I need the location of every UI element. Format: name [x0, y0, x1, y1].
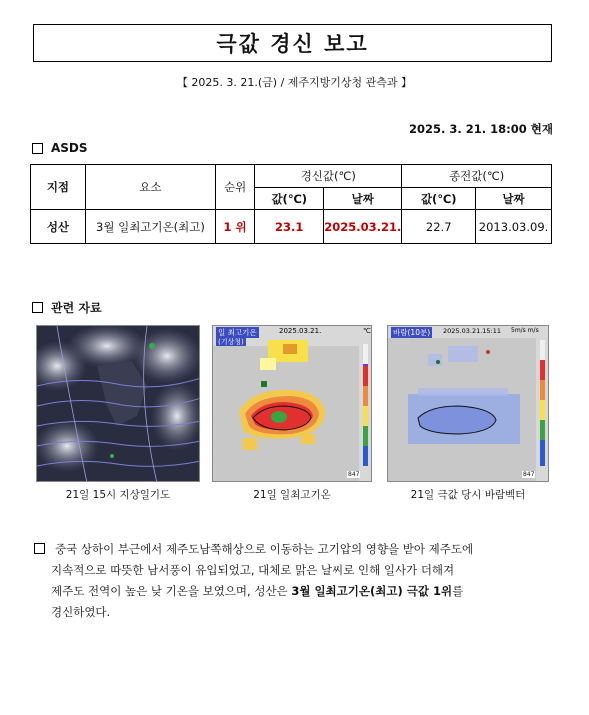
map3-unit: 5m/s m/s [511, 327, 539, 334]
caption-max-temp: 21일 일최고기온 [253, 489, 331, 501]
header-new-val: 값(℃) [255, 188, 324, 210]
cell-old-value: 22.7 [402, 210, 476, 244]
header-element: 요소 [85, 165, 215, 210]
wind-map-graphic [388, 326, 549, 482]
map3-id: 847 [523, 471, 535, 478]
map3-date: 2025.03.21.15:11 [443, 327, 502, 335]
map2-source: (기상청) [218, 338, 244, 346]
paragraph-text-1: 중국 상하이 부근에서 제주도남쪽해상으로 이동하는 고기압의 영향을 받아 제주도에 [55, 542, 474, 556]
header-old-date: 날짜 [476, 188, 552, 210]
paragraph-line-2: 지속적으로 따뜻한 남서풍이 유입되었고, 대체로 맑은 날씨로 인해 일사가 더해져 [51, 563, 455, 577]
cell-new-date: 2025.03.21. [324, 210, 402, 244]
map2-id: 847 [348, 471, 360, 478]
section-related-label: 관련 자료 [51, 301, 102, 315]
cell-old-date: 2013.03.09. [476, 210, 552, 244]
paragraph-line-3 [34, 581, 554, 602]
header-new-value: 경신값(℃) [255, 165, 402, 188]
cell-station: 성산 [31, 210, 86, 244]
report-title: 극값 경신 보고 [33, 24, 552, 62]
paragraph-text-3a: 제주도 전역이 높은 낮 기온을 보였으며, 성산은 [51, 584, 292, 598]
cell-rank: 1 위 [215, 210, 254, 244]
map2-unit: ℃ [363, 327, 371, 335]
header-station: 지점 [31, 165, 86, 210]
checkbox-square-icon [34, 543, 45, 554]
header-old-value: 종전값(℃) [402, 165, 552, 188]
temp-map-graphic [213, 326, 372, 482]
summary-paragraph [34, 539, 554, 623]
record-table [30, 164, 552, 244]
caption-surface-map: 21일 15시 지상일기도 [65, 489, 171, 501]
caption-wind-vector: 21일 극값 당시 바람벡터 [410, 489, 526, 501]
report-subtitle: 【 2025. 3. 21.(금) / 제주지방기상청 관측과 】 [176, 76, 413, 89]
paragraph-line-1 [34, 539, 554, 560]
cell-element: 3월 일최고기온(최고) [85, 210, 215, 244]
report-timestamp: 2025. 3. 21. 18:00 현재 [409, 122, 553, 136]
checkbox-square-icon [32, 302, 43, 313]
checkbox-square-icon [32, 143, 43, 154]
map2-header: 일 최고기온 [218, 328, 257, 337]
map3-header: 바람(10분) [393, 328, 431, 337]
map2-date: 2025.03.21. [279, 327, 322, 335]
wind-vector-map-image [387, 325, 549, 482]
daily-max-temp-map-image [212, 325, 372, 482]
paragraph-text-3-bold: 3월 일최고기온(최고) 극값 1위 [291, 584, 453, 598]
section-asds-heading [32, 141, 88, 155]
header-old-val: 값(℃) [402, 188, 476, 210]
surface-weather-map-image [36, 325, 200, 482]
header-new-date: 날짜 [324, 188, 402, 210]
section-related-heading [32, 299, 102, 316]
paragraph-text-3b: 를 [452, 584, 464, 598]
surface-map-graphic [37, 326, 200, 482]
header-rank: 순위 [215, 165, 254, 210]
section-asds-label: ASDS [51, 141, 88, 155]
table-row [31, 210, 552, 244]
cell-new-value: 23.1 [255, 210, 324, 244]
paragraph-line-4: 경신하였다. [51, 605, 111, 619]
